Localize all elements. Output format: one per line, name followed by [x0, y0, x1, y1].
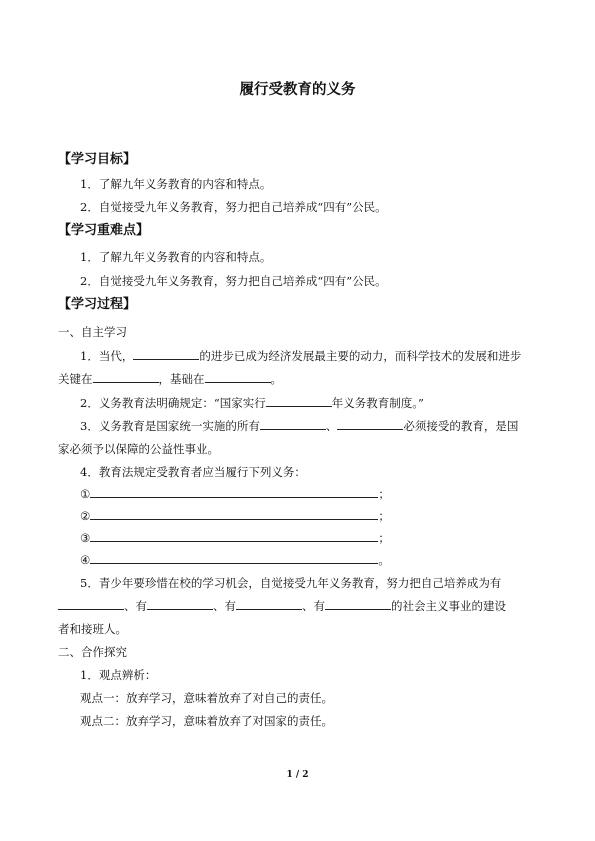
question-4: 4．教育法规定受教育者应当履行下列义务： [80, 465, 306, 479]
fill-line[interactable] [90, 530, 378, 542]
question-2-text: 年义务教育制度。” [331, 396, 424, 410]
viewpoint-1: 观点一：放弃学习，意味着放弃了对自己的责任。 [80, 691, 333, 705]
key-points-heading: 【学习重难点】 [58, 223, 150, 238]
question-5-text: 、有 [302, 599, 325, 613]
viewpoint-2: 观点二：放弃学习，意味着放弃了对国家的责任。 [80, 714, 333, 728]
page-number: 1 / 2 [286, 770, 309, 780]
question-5-continued [58, 598, 506, 614]
question-5: 5．青少年要珍惜在校的学习机会，自觉接受九年义务教育，努力把自己培养成为有 [80, 576, 502, 590]
process-heading: 【学习过程】 [58, 297, 137, 312]
question-5-text: 的社会主义事业的建设 [391, 599, 506, 613]
question-3 [80, 418, 518, 434]
question-5-text: 、有 [213, 599, 236, 613]
question-1-text: ，基础在 [158, 372, 205, 386]
fill-blank[interactable] [58, 598, 124, 610]
question-1-text: 1．当代， [80, 349, 134, 363]
question-1-text: 。 [270, 372, 282, 386]
fill-blank[interactable] [205, 371, 271, 383]
duty-marker: ④ [80, 553, 91, 567]
fill-blank[interactable] [266, 395, 332, 407]
question-1-text: 关键在 [58, 372, 93, 386]
question-5-end: 者和接班人。 [58, 622, 127, 636]
section-self-study-title: 一、自主学习 [58, 325, 127, 339]
duty-end: ； [378, 509, 390, 523]
fill-line[interactable] [90, 552, 378, 564]
duty-line-4 [80, 552, 390, 568]
question-3-text: 、 [325, 419, 338, 433]
question-3-text: 必须接受的教育，是国 [403, 419, 519, 433]
fill-blank[interactable] [93, 371, 159, 383]
fill-blank[interactable] [325, 598, 391, 610]
duty-end: ； [378, 531, 390, 545]
fill-blank[interactable] [337, 418, 403, 430]
fill-line[interactable] [90, 486, 378, 498]
duty-end: ； [378, 487, 390, 501]
key-point-item: 1．了解九年义务教育的内容和特点。 [80, 250, 272, 264]
question-5-text: 、有 [124, 599, 147, 613]
duty-line-2 [80, 508, 390, 524]
question-1-continued [58, 371, 282, 387]
question-1 [80, 348, 521, 364]
question-1-text: 的进步已成为经济发展最主要的动力，而科学技术的发展和进步 [199, 349, 522, 363]
fill-blank[interactable] [147, 598, 213, 610]
fill-blank[interactable] [260, 418, 326, 430]
page-title: 履行受教育的义务 [239, 82, 356, 98]
fill-blank[interactable] [236, 598, 302, 610]
question-2-text: 2．义务教育法明确规定：“国家实行 [80, 396, 266, 410]
viewpoint-analysis-label: 1．观点辨析： [80, 668, 157, 682]
question-2 [80, 395, 424, 411]
duty-end: 。 [378, 553, 390, 567]
objective-item: 1．了解九年义务教育的内容和特点。 [80, 177, 272, 191]
duty-line-1 [80, 486, 390, 502]
key-point-item: 2．自觉接受九年义务教育，努力把自己培养成“四有”公民。 [80, 274, 387, 288]
objective-item: 2．自觉接受九年义务教育，努力把自己培养成“四有”公民。 [80, 200, 387, 214]
duty-marker: ② [80, 509, 91, 523]
fill-blank[interactable] [133, 348, 199, 360]
question-3-text: 3．义务教育是国家统一实施的所有 [80, 419, 260, 433]
duty-line-3 [80, 530, 390, 546]
section-cooperation-title: 二、合作探究 [58, 645, 127, 659]
duty-marker: ① [80, 487, 91, 501]
fill-line[interactable] [90, 508, 378, 520]
question-3-continued: 家必须予以保障的公益性事业。 [58, 442, 219, 456]
duty-marker: ③ [80, 531, 91, 545]
objectives-heading: 【学习目标】 [58, 152, 137, 167]
